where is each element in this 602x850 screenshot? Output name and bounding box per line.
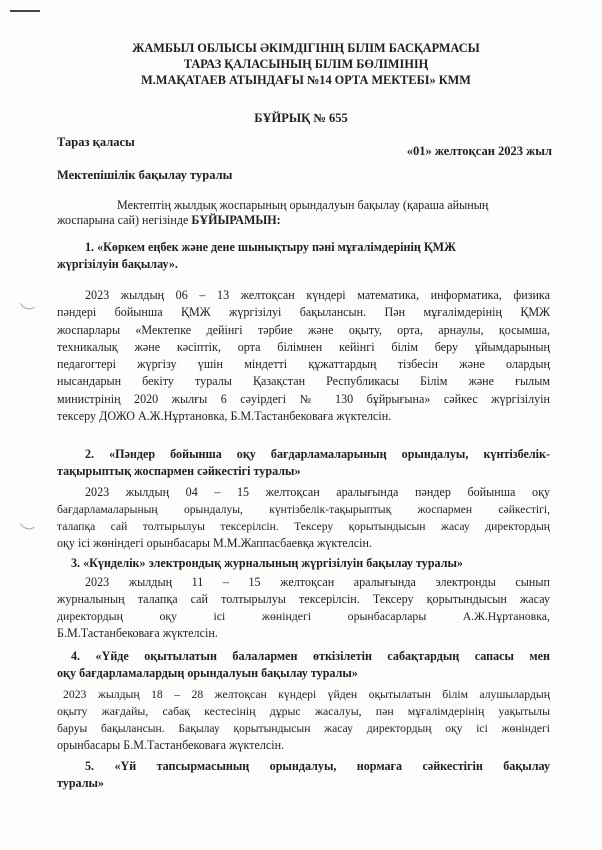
section-2-line: талапқа сай толтырылуы тексерілсін. Тексеру қорытындысын жасау директордың — [57, 520, 550, 533]
section-1-line: педагогтері жүргізу үшін міндетті құжаттардың тізбесін және олардың — [57, 357, 550, 372]
section-1-line: жоспарлары «Мектепке дейінгі тәрбие және оқыту, орта, арнаулы, қосымша, — [57, 322, 550, 337]
header-line-1: ЖАМБЫЛ ОБЛЫСЫ ӘКІМДІГІНІҢ БІЛІМ БАСҚАРМАСЫ — [132, 41, 480, 55]
section-4-heading-line-2: оқу бағдарламалардың орындалуын бақылау туралы» — [57, 666, 358, 680]
section-1-line: министрінің 2020 жылғы 6 сәуірдегі № 130 бұйрығына» сәйкес жүргізілуін — [57, 391, 550, 406]
organization-header — [40, 40, 572, 88]
intro-paragraph — [57, 198, 550, 228]
section-3-heading: 3. «Күнделік» электрондық журналының жүргізілуін бақылау туралы» — [71, 556, 463, 570]
section-4-heading — [57, 648, 550, 682]
section-4-line: 2023 жылдың 18 – 28 желтоқсан күндері үйден оқытылатын білім алушылардың — [63, 688, 550, 701]
section-4-heading-line-1: 4. «Үйде оқытылатын балалармен өткізілетін сабақтардың сапасы мен — [71, 649, 550, 663]
order-title: БҰЙРЫҚ № 655 — [254, 111, 348, 125]
section-2-body — [57, 484, 550, 552]
intro-line-1: Мектептің жылдық жоспарының орындалуын бақылау (қараша айының — [117, 198, 489, 212]
section-1-heading-line-2: жүргізілуін бақылау». — [57, 257, 178, 271]
section-4-line: оқыту жағдайы, сабақ кестесінің дұрыс жасалуы, пән мұғалімдерінің уақытылы — [57, 704, 550, 718]
intro-line-2-text: жоспарына сай) негізінде — [57, 213, 189, 227]
section-1-line: 2023 жылдың 06 – 13 желтоқсан күндері математика, информатика, физика — [85, 288, 550, 302]
section-1-body — [57, 287, 550, 425]
section-3-line: 2023 жылдың 11 – 15 желтоқсан аралығында электронды сынып — [85, 575, 550, 589]
section-2-heading — [57, 446, 550, 480]
city: Тараз қаласы — [57, 135, 135, 149]
hole-punch-mark — [20, 298, 35, 313]
section-3-line: журналының талапқа сай толтырылуы тексерілсін. Тексеру қорытындысын жасау — [57, 592, 550, 606]
order-date: «01» желтоқсан 2023 жыл — [406, 144, 552, 158]
section-5-heading-line-2: туралы» — [57, 776, 104, 790]
section-1-line: нысандарын бекіту туралы Қазақстан Республикасы Білім және ғылым — [57, 374, 550, 389]
intro-line-2 — [57, 213, 550, 228]
header-line-3: М.МАҚАТАЕВ АТЫНДАҒЫ №14 ОРТА МЕКТЕБІ» КММ — [141, 73, 471, 87]
section-2-heading-line-1: 2. «Пәндер бойынша оқу бағдарламаларының орындалуы, күнтізбелік- — [85, 447, 550, 461]
section-4-body — [57, 686, 550, 754]
section-3-line: Б.М.Тастанбековаға жүктелсін. — [57, 626, 218, 640]
section-2-line: оқу ісі жөніндегі орынбасары М.М.Жаппасбаевқа жүктелсін. — [57, 536, 372, 550]
section-1-heading-line-1: 1. «Көркем еңбек және дене шынықтыру пәні мұғалімдерінің ҚМЖ — [85, 240, 456, 254]
header-line-2: ТАРАЗ ҚАЛАСЫНЫҢ БІЛІМ БӨЛІМІНІҢ — [183, 57, 429, 71]
section-1-line: техникалық және кәсіптік, орта білімнен кейінгі білім беру ұйымдарының — [57, 339, 550, 354]
section-3-line: директордың оқу ісі жөніндегі орынбасарлары А.Ж.Нұртановка, — [57, 609, 550, 623]
intro-command: БҰЙЫРАМЫН: — [191, 213, 281, 227]
section-5-heading — [57, 758, 550, 792]
section-3-body — [57, 574, 550, 642]
section-4-line: баруы бақылансын. Бақылау қорытындысын жасау директордың оқу ісі жөніндегі — [57, 722, 550, 735]
section-4-line: орынбасары Б.М.Тастанбековаға жүктелсін. — [57, 738, 285, 752]
section-1-heading — [57, 239, 550, 273]
scan-mark — [10, 10, 40, 12]
section-1-line: пәндері бойынша ҚМЖ жүргізілуі бақылансын. Пән мұғалімдерінің ҚМЖ — [57, 305, 550, 320]
section-1-line: тексеру ДОЖО А.Ж.Нұртановка, Б.М.Тастанбековаға жүктелсін. — [57, 409, 392, 424]
section-2-line: бағдарламаларының орындалуы, күнтізбелік-тақырыптық жоспармен сәйкестігі, — [57, 503, 550, 516]
order-subject: Мектепішілік бақылау туралы — [57, 168, 233, 182]
hole-punch-mark — [20, 518, 35, 533]
section-5-heading-line-1: 5. «Үй тапсырмасының орындалуы, нормаға сәйкестігін бақылау — [85, 759, 550, 773]
section-2-line: 2023 жылдың 04 – 15 желтоқсан аралығында пәндер бойынша оқу — [85, 485, 550, 499]
section-2-heading-line-2: тақырыптық жоспармен сәйкестігі туралы» — [57, 464, 301, 478]
